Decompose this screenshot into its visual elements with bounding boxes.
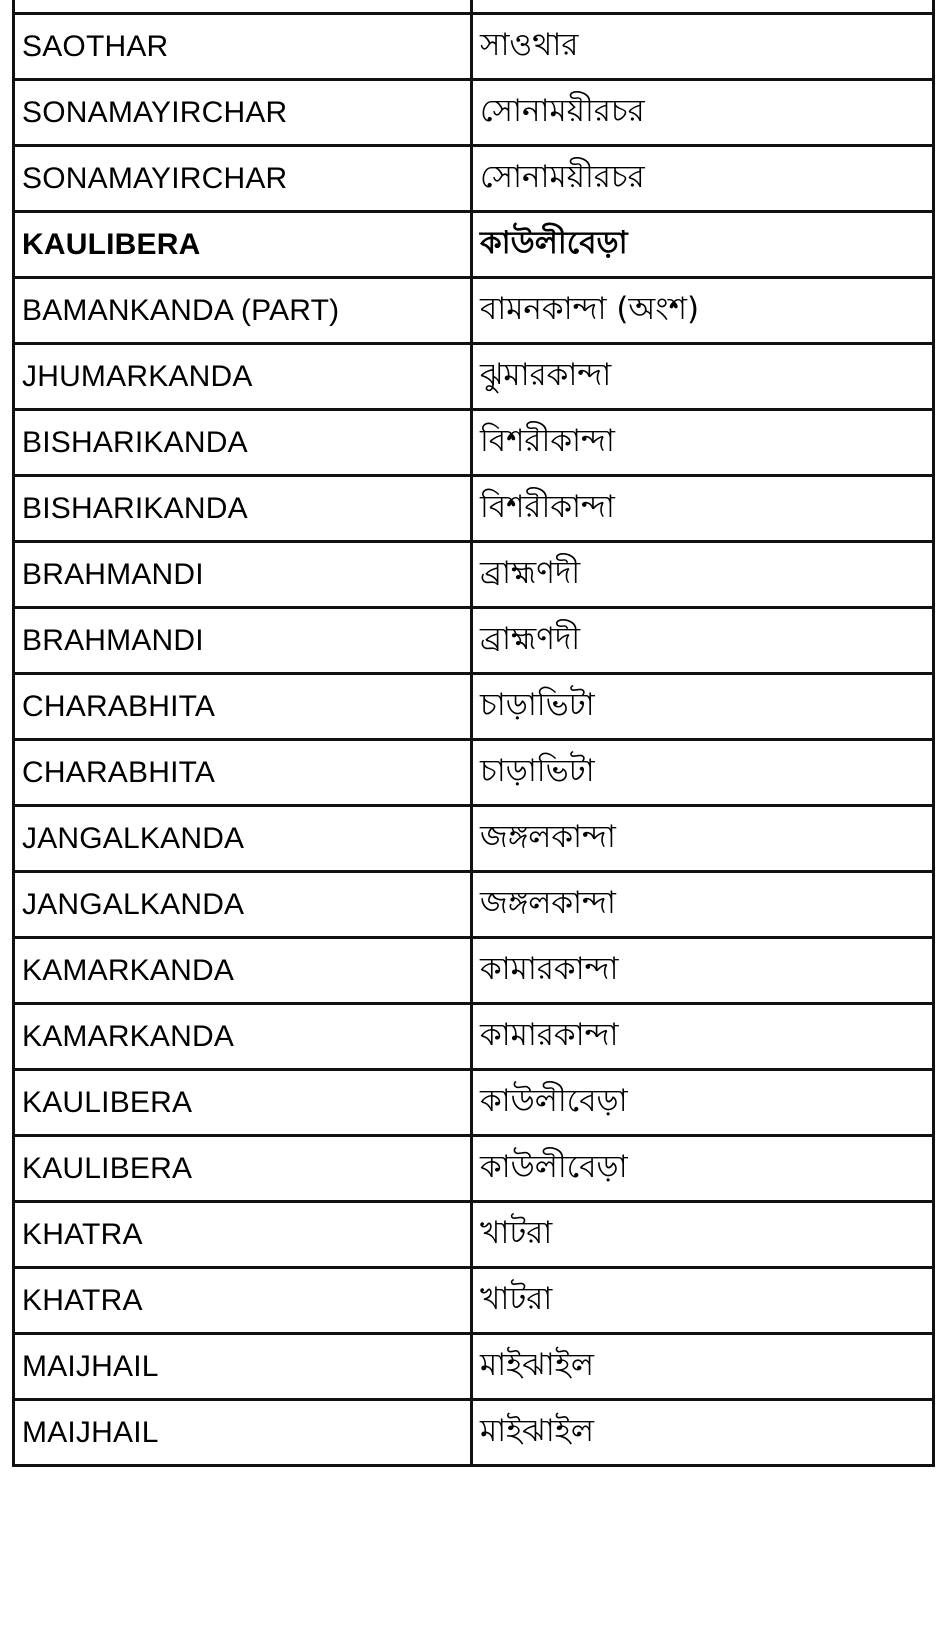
- bengali-name-cell: চাড়াভিটা: [471, 674, 933, 740]
- english-name-cell: KHATRA: [14, 1202, 472, 1268]
- table-row: [14, 344, 934, 410]
- english-name-cell: CHARABHITA: [14, 740, 472, 806]
- bengali-name-cell: ঝুমারকান্দা: [471, 344, 933, 410]
- english-name-cell: KAULIBERA: [14, 1136, 472, 1202]
- english-name-cell: KAMARKANDA: [14, 1004, 472, 1070]
- table-row: [14, 542, 934, 608]
- table-row: [14, 1400, 934, 1466]
- table-row: [14, 1136, 934, 1202]
- table-row: [14, 14, 934, 80]
- bengali-name-cell: বামনকান্দা (অংশ): [471, 278, 933, 344]
- table-row: [14, 212, 934, 278]
- bengali-name-cell: কামারকান্দা: [471, 1004, 933, 1070]
- table-row: [14, 476, 934, 542]
- bengali-name-cell: কাউলীবেড়া: [471, 1136, 933, 1202]
- english-name-cell: KAMARKANDA: [14, 938, 472, 1004]
- english-name-cell: KAULIBERA: [14, 212, 472, 278]
- english-name-cell: BAMANKANDA (PART): [14, 278, 472, 344]
- bengali-name-cell: জঙ্গলকান্দা: [471, 872, 933, 938]
- bengali-name-cell: মাইঝাইল: [471, 1400, 933, 1466]
- table-row: [14, 1334, 934, 1400]
- bengali-name-cell: মাইঝাইল: [471, 1334, 933, 1400]
- bengali-name-cell: বিশরীকান্দা: [471, 476, 933, 542]
- bengali-name-cell: চাড়াভিটা: [471, 740, 933, 806]
- english-name-cell: JANGALKANDA: [14, 806, 472, 872]
- table-row: [14, 806, 934, 872]
- bengali-name-cell: সোনাময়ীরচর: [471, 146, 933, 212]
- table-row: [14, 872, 934, 938]
- english-name-cell: MAIJHAIL: [14, 1400, 472, 1466]
- english-name-cell: KAULIBERA: [14, 1070, 472, 1136]
- bengali-name-cell: [471, 0, 933, 14]
- bengali-name-cell: বিশরীকান্দা: [471, 410, 933, 476]
- village-name-table: [12, 0, 935, 1467]
- bengali-name-cell: সোনাময়ীরচর: [471, 80, 933, 146]
- table-row: [14, 938, 934, 1004]
- table-row: [14, 740, 934, 806]
- table-row: [14, 1004, 934, 1070]
- bengali-name-cell: খাটরা: [471, 1202, 933, 1268]
- bengali-name-cell: সাওথার: [471, 14, 933, 80]
- table-row: [14, 1268, 934, 1334]
- english-name-cell: SONAMAYIRCHAR: [14, 146, 472, 212]
- english-name-cell: MAIJHAIL: [14, 1334, 472, 1400]
- english-name-cell: BISHARIKANDA: [14, 476, 472, 542]
- table-row-partial: [14, 0, 934, 14]
- english-name-cell: BRAHMANDI: [14, 608, 472, 674]
- english-name-cell: [14, 0, 472, 14]
- english-name-cell: BISHARIKANDA: [14, 410, 472, 476]
- english-name-cell: JHUMARKANDA: [14, 344, 472, 410]
- bengali-name-cell: কাউলীবেড়া: [471, 1070, 933, 1136]
- table-row: [14, 146, 934, 212]
- english-name-cell: CHARABHITA: [14, 674, 472, 740]
- bengali-name-cell: ব্রাহ্মণদী: [471, 542, 933, 608]
- table-row: [14, 80, 934, 146]
- english-name-cell: SAOTHAR: [14, 14, 472, 80]
- table-row: [14, 674, 934, 740]
- table-body: [14, 0, 934, 1466]
- bengali-name-cell: খাটরা: [471, 1268, 933, 1334]
- bengali-name-cell: কামারকান্দা: [471, 938, 933, 1004]
- english-name-cell: SONAMAYIRCHAR: [14, 80, 472, 146]
- table-row: [14, 278, 934, 344]
- table-row: [14, 608, 934, 674]
- bengali-name-cell: কাউলীবেড়া: [471, 212, 933, 278]
- english-name-cell: BRAHMANDI: [14, 542, 472, 608]
- table-row: [14, 1202, 934, 1268]
- table-row: [14, 1070, 934, 1136]
- bengali-name-cell: জঙ্গলকান্দা: [471, 806, 933, 872]
- table-row: [14, 410, 934, 476]
- bengali-name-cell: ব্রাহ্মণদী: [471, 608, 933, 674]
- english-name-cell: KHATRA: [14, 1268, 472, 1334]
- english-name-cell: JANGALKANDA: [14, 872, 472, 938]
